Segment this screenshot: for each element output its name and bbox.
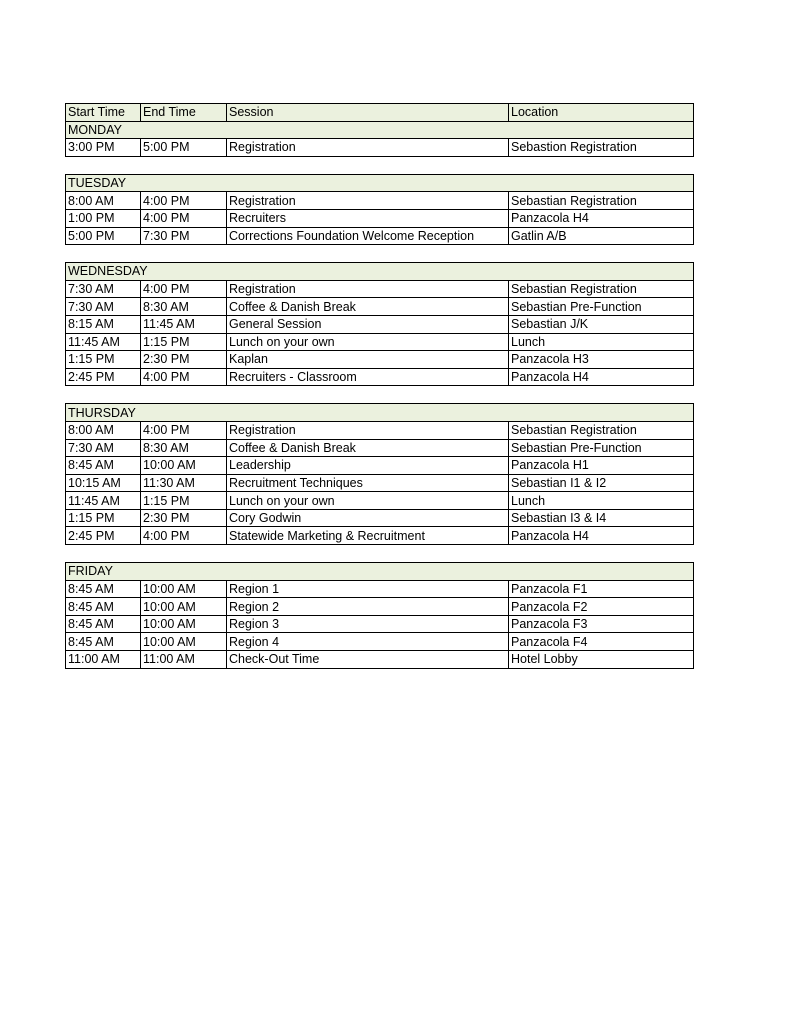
table-row <box>66 298 694 316</box>
table-row <box>66 192 694 210</box>
day-name: THURSDAY <box>66 404 694 422</box>
table-row <box>66 227 694 245</box>
end-time-cell: 4:00 PM <box>141 527 227 545</box>
start-time-cell: 2:45 PM <box>66 527 141 545</box>
session-cell: Region 2 <box>227 598 509 616</box>
start-time-cell: 8:45 AM <box>66 580 141 598</box>
day-table <box>65 403 694 545</box>
end-time-cell: 7:30 PM <box>141 227 227 245</box>
start-time-cell: 1:00 PM <box>66 209 141 227</box>
table-row <box>66 280 694 298</box>
start-time-cell: 10:15 AM <box>66 474 141 492</box>
end-time-cell: 10:00 AM <box>141 580 227 598</box>
location-cell: Sebastion Registration <box>509 139 694 157</box>
session-cell: Coffee & Danish Break <box>227 298 509 316</box>
header-location: Location <box>509 104 694 122</box>
session-cell: Lunch on your own <box>227 333 509 351</box>
table-row <box>66 651 694 669</box>
location-cell: Panzacola F1 <box>509 580 694 598</box>
session-cell: Leadership <box>227 457 509 475</box>
location-cell: Panzacola F4 <box>509 633 694 651</box>
table-row <box>66 615 694 633</box>
table-row <box>66 474 694 492</box>
location-cell: Sebastian I1 & I2 <box>509 474 694 492</box>
start-time-cell: 1:15 PM <box>66 351 141 369</box>
end-time-cell: 1:15 PM <box>141 333 227 351</box>
start-time-cell: 8:45 AM <box>66 598 141 616</box>
start-time-cell: 3:00 PM <box>66 139 141 157</box>
session-cell: Registration <box>227 192 509 210</box>
day-name: MONDAY <box>66 121 694 139</box>
table-row <box>66 633 694 651</box>
session-cell: Registration <box>227 139 509 157</box>
end-time-cell: 10:00 AM <box>141 457 227 475</box>
table-row <box>66 368 694 386</box>
end-time-cell: 4:00 PM <box>141 280 227 298</box>
start-time-cell: 11:45 AM <box>66 333 141 351</box>
start-time-cell: 7:30 AM <box>66 298 141 316</box>
start-time-cell: 8:00 AM <box>66 192 141 210</box>
session-cell: Statewide Marketing & Recruitment <box>227 527 509 545</box>
end-time-cell: 2:30 PM <box>141 351 227 369</box>
start-time-cell: 2:45 PM <box>66 368 141 386</box>
schedule-document <box>65 103 693 669</box>
end-time-cell: 4:00 PM <box>141 368 227 386</box>
block-gap <box>65 386 693 403</box>
table-row <box>66 421 694 439</box>
end-time-cell: 10:00 AM <box>141 615 227 633</box>
table-row <box>66 457 694 475</box>
day-name: WEDNESDAY <box>66 263 694 281</box>
location-cell: Sebastian Registration <box>509 192 694 210</box>
location-cell: Panzacola H1 <box>509 457 694 475</box>
end-time-cell: 4:00 PM <box>141 421 227 439</box>
table-row <box>66 527 694 545</box>
table-row <box>66 139 694 157</box>
table-row <box>66 580 694 598</box>
day-name: FRIDAY <box>66 563 694 581</box>
end-time-cell: 11:45 AM <box>141 315 227 333</box>
end-time-cell: 8:30 AM <box>141 439 227 457</box>
day-table <box>65 174 694 245</box>
session-cell: Kaplan <box>227 351 509 369</box>
end-time-cell: 5:00 PM <box>141 139 227 157</box>
session-cell: Recruiters - Classroom <box>227 368 509 386</box>
location-cell: Gatlin A/B <box>509 227 694 245</box>
location-cell: Panzacola F2 <box>509 598 694 616</box>
session-cell: Recruiters <box>227 209 509 227</box>
start-time-cell: 1:15 PM <box>66 509 141 527</box>
header-row <box>66 104 694 122</box>
session-cell: Registration <box>227 280 509 298</box>
end-time-cell: 10:00 AM <box>141 633 227 651</box>
location-cell: Sebastian Pre-Function <box>509 439 694 457</box>
session-cell: Cory Godwin <box>227 509 509 527</box>
session-cell: Coffee & Danish Break <box>227 439 509 457</box>
start-time-cell: 8:15 AM <box>66 315 141 333</box>
location-cell: Sebastian J/K <box>509 315 694 333</box>
session-cell: Lunch on your own <box>227 492 509 510</box>
location-cell: Panzacola H3 <box>509 351 694 369</box>
session-cell: Region 4 <box>227 633 509 651</box>
session-cell: Check-Out Time <box>227 651 509 669</box>
session-cell: Region 3 <box>227 615 509 633</box>
start-time-cell: 7:30 AM <box>66 280 141 298</box>
session-cell: General Session <box>227 315 509 333</box>
block-gap <box>65 157 693 174</box>
day-header-row <box>66 404 694 422</box>
day-header-row <box>66 174 694 192</box>
header-end-time: End Time <box>141 104 227 122</box>
location-cell: Lunch <box>509 333 694 351</box>
location-cell: Sebastian Pre-Function <box>509 298 694 316</box>
location-cell: Sebastian I3 & I4 <box>509 509 694 527</box>
start-time-cell: 11:45 AM <box>66 492 141 510</box>
location-cell: Panzacola H4 <box>509 368 694 386</box>
day-table <box>65 103 694 157</box>
start-time-cell: 11:00 AM <box>66 651 141 669</box>
table-row <box>66 351 694 369</box>
end-time-cell: 11:30 AM <box>141 474 227 492</box>
end-time-cell: 4:00 PM <box>141 192 227 210</box>
end-time-cell: 2:30 PM <box>141 509 227 527</box>
start-time-cell: 8:45 AM <box>66 615 141 633</box>
location-cell: Panzacola H4 <box>509 209 694 227</box>
block-gap <box>65 545 693 562</box>
start-time-cell: 8:45 AM <box>66 633 141 651</box>
end-time-cell: 10:00 AM <box>141 598 227 616</box>
table-row <box>66 492 694 510</box>
table-row <box>66 439 694 457</box>
session-cell: Recruitment Techniques <box>227 474 509 492</box>
day-name: TUESDAY <box>66 174 694 192</box>
table-row <box>66 333 694 351</box>
location-cell: Hotel Lobby <box>509 651 694 669</box>
location-cell: Panzacola F3 <box>509 615 694 633</box>
end-time-cell: 11:00 AM <box>141 651 227 669</box>
table-row <box>66 598 694 616</box>
table-row <box>66 509 694 527</box>
table-row <box>66 209 694 227</box>
location-cell: Sebastian Registration <box>509 421 694 439</box>
start-time-cell: 8:00 AM <box>66 421 141 439</box>
end-time-cell: 1:15 PM <box>141 492 227 510</box>
day-header-row <box>66 121 694 139</box>
block-gap <box>65 245 693 262</box>
start-time-cell: 8:45 AM <box>66 457 141 475</box>
session-cell: Region 1 <box>227 580 509 598</box>
day-header-row <box>66 263 694 281</box>
header-session: Session <box>227 104 509 122</box>
end-time-cell: 8:30 AM <box>141 298 227 316</box>
day-table <box>65 262 694 386</box>
table-row <box>66 315 694 333</box>
start-time-cell: 5:00 PM <box>66 227 141 245</box>
location-cell: Panzacola H4 <box>509 527 694 545</box>
location-cell: Lunch <box>509 492 694 510</box>
location-cell: Sebastian Registration <box>509 280 694 298</box>
end-time-cell: 4:00 PM <box>141 209 227 227</box>
day-table <box>65 562 694 669</box>
day-header-row <box>66 563 694 581</box>
session-cell: Registration <box>227 421 509 439</box>
header-start-time: Start Time <box>66 104 141 122</box>
session-cell: Corrections Foundation Welcome Reception <box>227 227 509 245</box>
start-time-cell: 7:30 AM <box>66 439 141 457</box>
